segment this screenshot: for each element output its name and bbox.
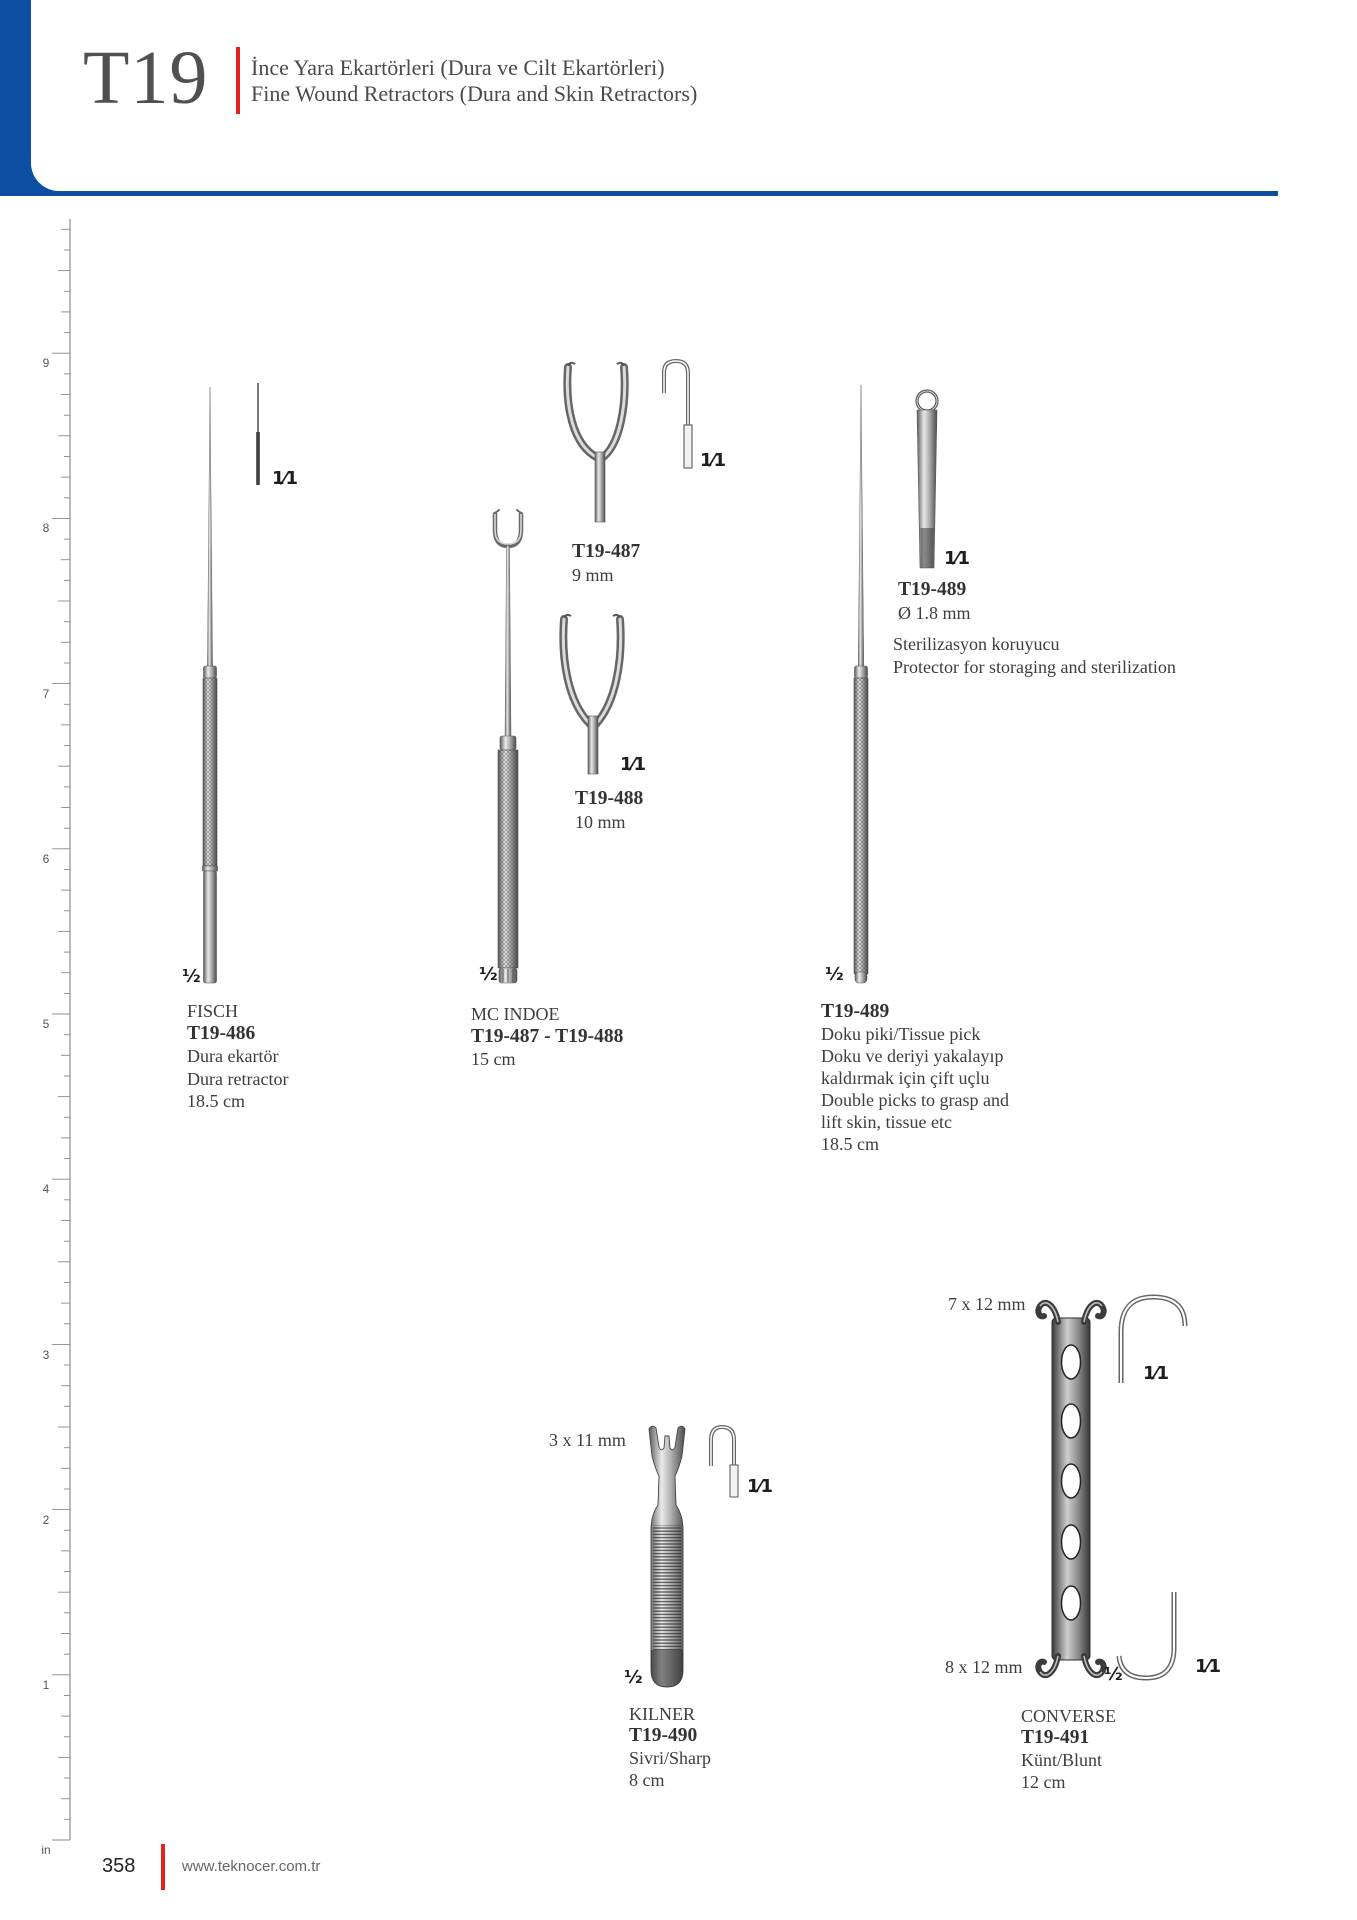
protector-description (893, 633, 1176, 678)
kilner-hook-side-view-image (711, 1427, 738, 1497)
ruler-label-4: 4 (42, 1182, 50, 1196)
ruler-label-1: 1 (42, 1678, 50, 1692)
converse-top-hook-scale: 1⁄1 (1143, 1363, 1169, 1384)
website-link[interactable]: www.teknocer.com.tr (182, 1858, 321, 1875)
kilner-description (629, 1703, 711, 1791)
ruler-label-3: 3 (42, 1348, 50, 1362)
t19-488-scale: 1⁄1 (620, 754, 646, 775)
fisch-length: 18.5 cm (187, 1091, 245, 1112)
t19-487-width: 9 mm (572, 564, 614, 585)
t19-487-tip-image (567, 363, 624, 522)
ruler-label-6: 6 (42, 852, 50, 866)
kilner-type: Sivri/Sharp (629, 1748, 712, 1768)
mc-indoe-scale: ½ (479, 964, 497, 985)
protector-scale: 1⁄1 (944, 548, 970, 569)
t19-487-hook-side-view-image (664, 361, 692, 468)
tissue-pick-length: 18.5 cm (821, 1134, 879, 1154)
ruler-label-9: 9 (42, 356, 50, 370)
t19-487-scale: 1⁄1 (700, 450, 726, 471)
tissue-pick-line: Double picks to grasp and (821, 1090, 1009, 1110)
converse-length: 12 cm (1021, 1772, 1066, 1792)
converse-bottom-hook-scale: 1⁄1 (1195, 1656, 1221, 1677)
converse-retractor-image (1038, 1303, 1103, 1675)
converse-brand: CONVERSE (1021, 1706, 1117, 1726)
converse-code: T19-491 (1021, 1727, 1090, 1748)
kilner-length: 8 cm (629, 1770, 665, 1790)
t19-488-tip-image (563, 615, 620, 774)
ruler-label-2: 2 (42, 1513, 50, 1527)
fisch-code: T19-486 (187, 1022, 256, 1044)
fisch-desc-en: Dura retractor (187, 1068, 289, 1089)
protector-label (898, 579, 971, 624)
kilner-scale: ½ (624, 1667, 642, 1688)
t19-487-code: T19-487 (572, 541, 641, 562)
ruler-label-7: 7 (42, 687, 50, 701)
tissue-pick-description (821, 1001, 1009, 1155)
converse-scale: ½ (1104, 1664, 1122, 1685)
t19-487-label (572, 541, 640, 586)
tissue-pick-line: lift skin, tissue etc (821, 1112, 952, 1132)
fisch-detail-scale: 1⁄1 (272, 468, 298, 489)
tissue-pick-line: Doku ve deriyi yakalayıp (821, 1046, 1004, 1066)
mc-indoe-code: T19-487 - T19-488 (471, 1025, 624, 1047)
kilner-retractor-image (649, 1426, 685, 1687)
tissue-pick-scale: ½ (825, 964, 843, 985)
protector-desc-en: Protector for storaging and sterilization (893, 656, 1176, 677)
page-title-en: Fine Wound Retractors (Dura and Skin Retractors) (251, 81, 698, 106)
mc-indoe-brand: MC INDOE (471, 1004, 560, 1024)
kilner-code: T19-490 (629, 1725, 698, 1746)
fisch-description (187, 1000, 288, 1113)
ruler-label-5: 5 (42, 1017, 50, 1031)
tissue-pick-code: T19-489 (821, 1001, 890, 1022)
protector-tube-image (917, 391, 937, 568)
converse-type: Künt/Blunt (1021, 1750, 1103, 1770)
tissue-pick-line: kaldırmak için çift uçlu (821, 1068, 990, 1088)
fisch-desc-tr: Dura ekartör (187, 1046, 279, 1067)
fisch-brand: FISCH (187, 1001, 239, 1021)
converse-description (1021, 1705, 1116, 1793)
mc-indoe-retractor-image (495, 510, 521, 983)
protector-desc-tr: Sterilizasyon koruyucu (893, 634, 1060, 654)
t19-488-label (575, 788, 643, 833)
t19-488-width: 10 mm (575, 811, 626, 832)
page-number: 358 (102, 1855, 136, 1877)
mc-indoe-description (471, 1003, 623, 1071)
footer-divider (161, 1844, 165, 1890)
protector-code: T19-489 (898, 579, 967, 600)
converse-top-size: 7 x 12 mm (948, 1294, 1026, 1314)
tissue-pick-title: Doku piki/Tissue pick (821, 1024, 981, 1044)
ruler-label-8: 8 (42, 521, 50, 535)
protector-diameter: Ø 1.8 mm (898, 602, 971, 623)
kilner-hook-scale: 1⁄1 (747, 1476, 773, 1497)
ruler-ticks (52, 229, 70, 1840)
fisch-scale: ½ (182, 966, 200, 987)
ruler-unit-label: in (41, 1843, 51, 1857)
converse-bottom-hook-side-view-image (1119, 1592, 1174, 1678)
fisch-tip-detail-image (256, 383, 260, 485)
kilner-tip-size: 3 x 11 mm (549, 1430, 626, 1450)
fisch-retractor-image (203, 387, 218, 983)
kilner-brand: KILNER (629, 1704, 695, 1724)
mc-indoe-length: 15 cm (471, 1049, 516, 1070)
t19-488-code: T19-488 (575, 788, 644, 809)
section-code: T19 (83, 36, 209, 120)
tissue-pick-image (854, 385, 868, 983)
page-title-tr: İnce Yara Ekartörleri (Dura ve Cilt Ekartörleri) (251, 55, 665, 80)
converse-bottom-size: 8 x 12 mm (945, 1657, 1023, 1677)
